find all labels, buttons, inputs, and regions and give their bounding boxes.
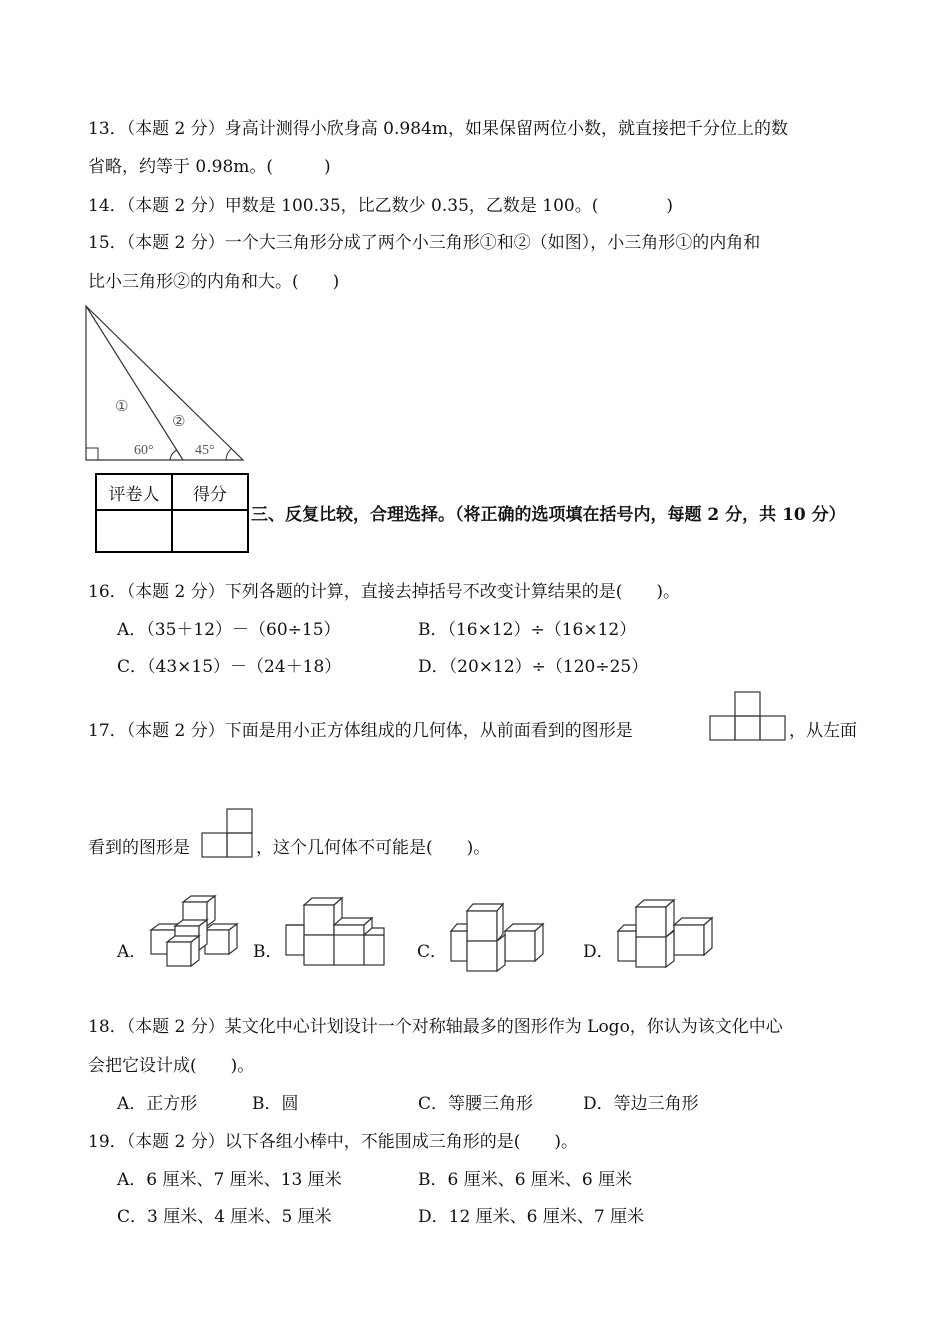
q13-line2: 省略，约等于 0.98m。( ) bbox=[88, 157, 331, 177]
q15-line1: 15．（本题 2 分）一个大三角形分成了两个小三角形①和②（如图），小三角形①的内角和 bbox=[88, 233, 761, 253]
q13-line1: 13．（本题 2 分）身高计测得小欣身高 0.984m，如果保留两位小数，就直接把千分位上的数 bbox=[88, 119, 788, 139]
score-table-score-cell bbox=[172, 510, 248, 552]
q17-line2b: ，这个几何体不可能是( )。 bbox=[256, 838, 491, 858]
q16-option-d: D．（20×12）÷（120÷25） bbox=[418, 657, 649, 677]
q15-angle-60: 60° bbox=[134, 443, 154, 458]
q14-line1: 14．（本题 2 分）甲数是 100.35，比乙数少 0.35，乙数是 100。( ) bbox=[88, 196, 674, 216]
q17-option-c-label: C． bbox=[417, 942, 448, 962]
q17-option-a-label: A． bbox=[117, 942, 147, 962]
q16-stem: 16．（本题 2 分）下列各题的计算，直接去掉括号不改变计算结果的是( )。 bbox=[88, 582, 681, 602]
q16-option-b: B．（16×12）÷（16×12） bbox=[418, 620, 637, 640]
q17-option-d-label: D． bbox=[583, 942, 614, 962]
q17-option-b-figure bbox=[280, 895, 392, 973]
q19-option-c: C．3 厘米、4 厘米、5 厘米 bbox=[117, 1207, 332, 1227]
score-table-grader-cell bbox=[96, 510, 172, 552]
q16-option-a: A．（35＋12）－（60÷15） bbox=[117, 620, 341, 640]
q15-line2: 比小三角形②的内角和大。( ) bbox=[88, 272, 340, 292]
q19-stem: 19．（本题 2 分）以下各组小棒中，不能围成三角形的是( )。 bbox=[88, 1132, 579, 1152]
score-table bbox=[95, 473, 249, 553]
q17-line1a: 17．（本题 2 分）下面是用小正方体组成的几何体，从前面看到的图形是 bbox=[88, 721, 633, 741]
q18-option-a: A．正方形 bbox=[117, 1094, 198, 1114]
q15-label-1: ① bbox=[115, 397, 129, 415]
q16-option-c: C．（43×15）－（24＋18） bbox=[117, 657, 342, 677]
q15-label-2: ② bbox=[172, 412, 186, 430]
q17-option-a-figure bbox=[145, 895, 245, 973]
q19-option-b: B．6 厘米、6 厘米、6 厘米 bbox=[418, 1170, 633, 1190]
q17-line2a: 看到的图形是 bbox=[88, 838, 190, 858]
q17-option-c-figure bbox=[445, 895, 550, 973]
q19-option-a: A．6 厘米、7 厘米、13 厘米 bbox=[117, 1170, 342, 1190]
q18-line1: 18．（本题 2 分）某文化中心计划设计一个对称轴最多的图形作为 Logo，你认为该文化中心 bbox=[88, 1017, 783, 1037]
q17-left-view-figure bbox=[201, 806, 255, 860]
q17-front-view-figure bbox=[709, 690, 787, 742]
q17-option-b-label: B． bbox=[253, 942, 283, 962]
section-3-title: 三、反复比较，合理选择。（将正确的选项填在括号内，每题 2 分，共 10 分） bbox=[251, 505, 846, 525]
score-table-score-header: 得分 bbox=[172, 474, 248, 510]
q15-angle-45: 45° bbox=[195, 443, 215, 458]
score-table-grader-header: 评卷人 bbox=[96, 474, 172, 510]
q19-option-d: D．12 厘米、6 厘米、7 厘米 bbox=[418, 1207, 645, 1227]
q18-option-d: D．等边三角形 bbox=[583, 1094, 699, 1114]
q18-option-b: B．圆 bbox=[252, 1094, 299, 1114]
q17-line1b: ，从左面 bbox=[789, 721, 857, 741]
q15-triangle-figure bbox=[80, 300, 250, 465]
q18-line2: 会把它设计成( )。 bbox=[88, 1056, 255, 1076]
q18-option-c: C．等腰三角形 bbox=[418, 1094, 534, 1114]
q17-option-d-figure bbox=[612, 895, 722, 973]
